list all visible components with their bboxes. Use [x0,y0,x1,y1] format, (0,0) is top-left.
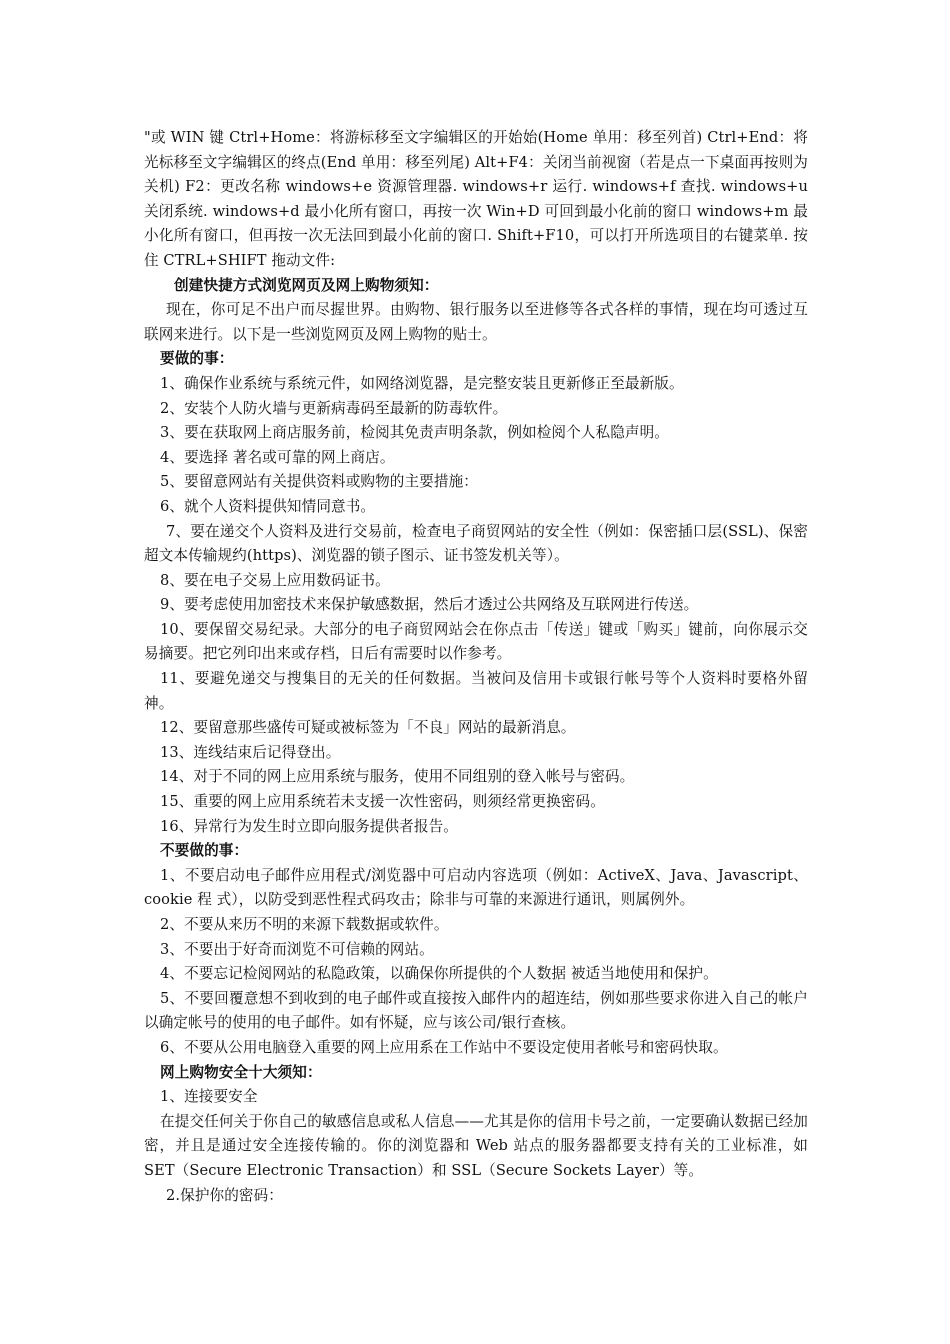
ten-tips-heading: 网上购物安全十大须知： [160,1063,322,1081]
document-body [144,126,808,1208]
ten-tip-2: 2.保护你的密码： [166,1186,283,1204]
ten-tip-1: 1、连接要安全 [160,1088,258,1106]
list-item: 3、要在获取网上商店服务前，检阅其免责声明条款，例如检阅个人私隐声明。 [160,424,669,442]
list-item: 7、要在递交个人资料及进行交易前，检查电子商贸网站的安全性（例如：保密插口层(SSL)、保密超文本传输规约(https)、浏览器的锁子图示、证书签发机关等）。 [144,522,808,565]
list-item: 11、要避免递交与搜集目的无关的任何数据。当被问及信用卡或银行帐号等个人资料时要格外留神。 [144,670,808,712]
list-item: 8、要在电子交易上应用数码证书。 [160,571,390,589]
ten-tip-1-body: 在提交任何关于你自己的敏感信息或私人信息——尤其是你的信用卡号之前，一定要确认数据已经加密，并且是通过安全连接传输的。你的浏览器和 Web 站点的服务器都要支持有关的工业标准，如 SET（Secure Electronic Transaction）和 SSL（Secure Sockets Layer）等。 [144,1112,808,1179]
list-item: 6、不要从公用电脑登入重要的网上应用系在工作站中不要设定使用者帐号和密码快取。 [160,1038,728,1056]
list-item: 2、不要从来历不明的来源下载数据或软件。 [160,916,449,933]
list-item: 16、异常行为发生时立即向服务提供者报告。 [160,817,458,835]
list-item: 4、要选择 著名或可靠的网上商店。 [160,448,395,466]
list-item: 9、要考虑使用加密技术来保护敏感数据，然后才透过公共网络及互联网进行传送。 [160,596,699,614]
list-item: 5、不要回覆意想不到收到的电子邮件或直接按入邮件内的超连结，例如那些要求你进入自己的帐户以确定帐号的使用的电子邮件。如有怀疑，应与该公司/银行查核。 [144,989,808,1032]
list-item: 14、对于不同的网上应用系统与服务，使用不同组别的登入帐号与密码。 [160,768,635,786]
intro-paragraph: "或 WIN 键 Ctrl+Home：将游标移至文字编辑区的开始始(Home 单用：移至列首) Ctrl+End：将光标移至文字编辑区的终点(End 单用：移至列尾) Alt+F4：关闭当前视窗（若是点一下桌面再按则为关机) F2：更改名称 windows+e 资源管理器. windows+r 运行. windows+f 查找. windows+u 关闭系统. windows+d 最小化所有窗口，再按一次 Win+D 可回到最小化前的窗口 windows+m 最小化所有窗口，但再按一次无法回到最小化前的窗口. Shift+F10，可以打开所选项目的右键菜单. 按住 CTRL+SHIFT 拖动文件: [144,129,808,269]
main-heading: 创建快捷方式浏览网页及网上购物须知： [174,276,439,294]
list-item: 1、确保作业系统与系统元件，如网络浏览器，是完整安装且更新修正至最新版。 [160,374,684,392]
list-item: 2、安装个人防火墙与更新病毒码至最新的防毒软件。 [160,399,508,417]
list-item: 1、不要启动电子邮件应用程式/浏览器中可启动内容选项（例如：ActiveX、Java、Javascript、cookie 程 式），以防受到恶性程式码攻击；除非与可靠的来源进行通讯，则属例外。 [144,866,808,909]
intro2-paragraph: 现在，你可足不出户而尽握世界。由购物、银行服务以至进修等各式各样的事情，现在均可透过互联网来进行。以下是一些浏览网页及网上购物的贴士。 [144,301,808,343]
list-item: 13、连线结束后记得登出。 [160,743,341,761]
do-list [144,372,808,839]
list-item: 6、就个人资料提供知情同意书。 [160,497,376,515]
list-item: 3、不要出于好奇而浏览不可信赖的网站。 [160,940,434,958]
dont-heading: 不要做的事： [160,842,249,860]
list-item: 15、重要的网上应用系统若未支援一次性密码，则须经常更换密码。 [160,793,605,811]
list-item: 10、要保留交易纪录。大部分的电子商贸网站会在你点击「传送」键或「购买」键前，向你展示交易摘要。把它列印出来或存档，日后有需要时以作参考。 [144,620,808,663]
list-item: 4、不要忘记检阅网站的私隐政策，以确保你所提供的个人数据 被适当地使用和保护。 [160,965,718,983]
dont-list [144,864,808,1061]
list-item: 12、要留意那些盛传可疑或被标签为「不良」网站的最新消息。 [160,719,576,737]
do-heading: 要做的事： [160,350,234,368]
list-item: 5、要留意网站有关提供资料或购物的主要措施： [160,473,478,491]
